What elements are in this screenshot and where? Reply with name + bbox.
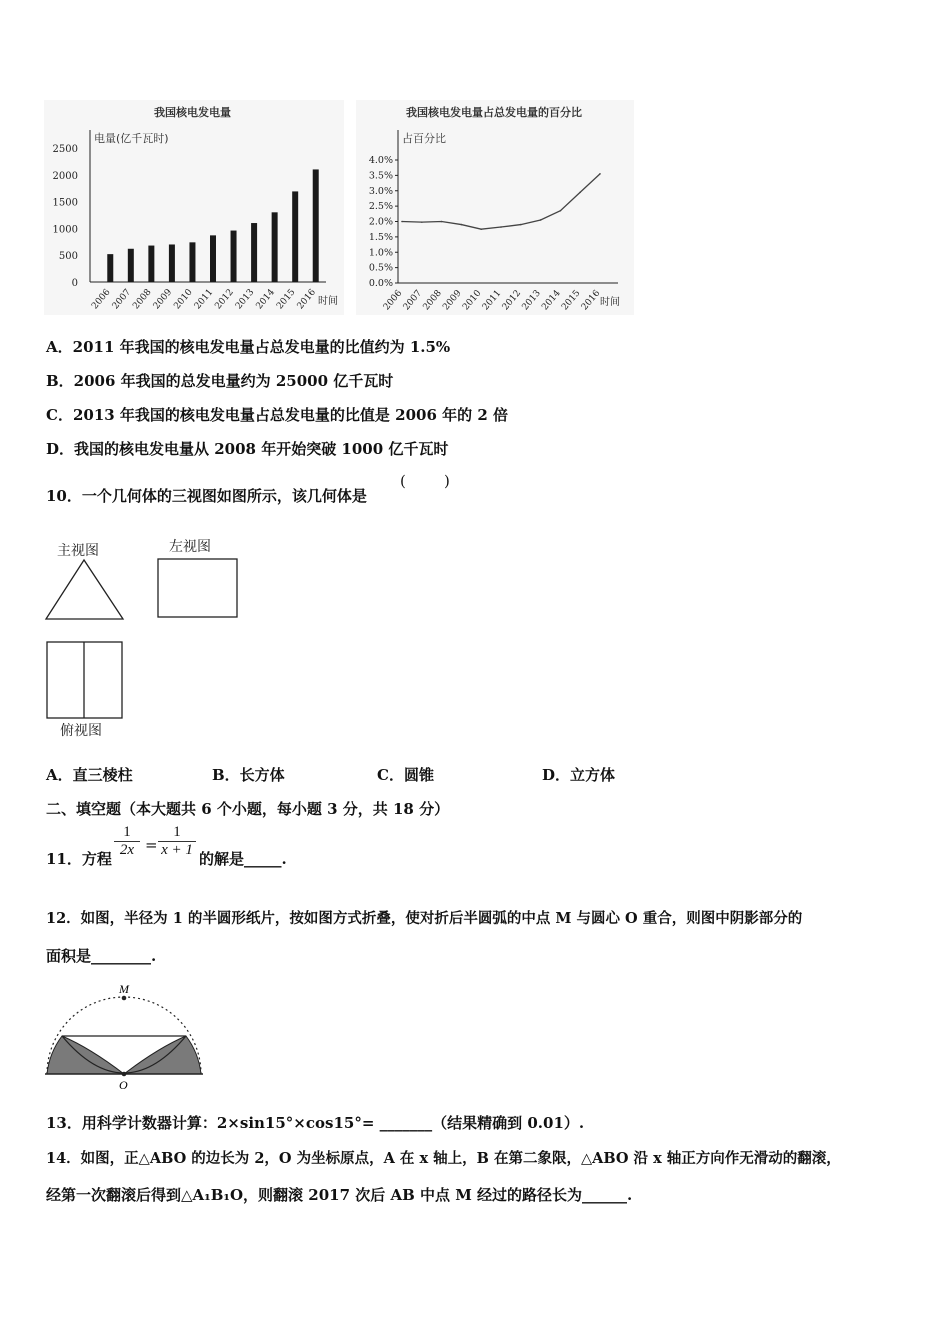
q9-option-c: C．2013 年我国的核电发电量占总发电量的比值是 2006 年的 2 倍	[46, 406, 508, 424]
q12-semicircle-figure	[40, 980, 210, 1092]
bar-chart	[44, 100, 344, 315]
line-point-2015	[579, 191, 581, 193]
line-point-2011	[500, 226, 502, 228]
bar-chart-xtick-label: 2009	[151, 287, 175, 312]
q14-line2: 经第一次翻滚后得到△A₁B₁O，则翻滚 2017 次后 AB 中点 M 经过的路径长为______.	[46, 1186, 633, 1204]
top-view-label: 俯视图	[60, 723, 102, 739]
line-chart-xtick-label: 2008	[421, 288, 444, 313]
line-chart-series	[402, 174, 600, 229]
bar-chart-ytick-label: 2000	[52, 170, 78, 182]
line-chart-xtick-label: 2016	[579, 288, 603, 313]
line-chart-ytick-label: 1.5%	[368, 231, 393, 243]
bar-chart-xtick-label: 2015	[275, 287, 298, 312]
bar-2011	[210, 235, 216, 282]
line-chart-ylabel: 占百分比	[402, 132, 446, 145]
q11-fraction-2	[158, 824, 196, 859]
bar-chart-xtick-label: 2013	[234, 287, 257, 312]
line-chart-xtick-label: 2011	[480, 288, 504, 313]
bar-chart-xtick-label: 2007	[110, 287, 134, 312]
q11-frac2-num: 1	[158, 824, 196, 842]
bar-2007	[128, 249, 134, 282]
line-chart-xtick-label: 2014	[540, 288, 563, 313]
bar-chart-ytick-label: 0	[71, 278, 78, 289]
line-chart-ytick-label: 0.5%	[368, 262, 393, 274]
q10-text: 10．一个几何体的三视图如图所示，该几何体是	[46, 487, 367, 505]
line-chart-ytick-label: 3.0%	[368, 185, 393, 197]
left-view-rectangle	[156, 557, 240, 621]
bar-2010	[189, 242, 195, 282]
bar-chart-ytick-label: 1000	[52, 224, 78, 236]
bar-chart-ylabel: 电量(亿千瓦时)	[94, 132, 169, 145]
front-view-label: 主视图	[57, 543, 99, 559]
point-m	[122, 996, 127, 1001]
line-point-2009	[461, 224, 463, 226]
left-view-label: 左视图	[169, 539, 211, 555]
q13-text: 13．用科学计数器计算：2×sin15°×cos15°= _______（结果精确到 0.01）.	[46, 1114, 585, 1132]
line-chart-xtick-label: 2012	[500, 288, 524, 313]
q10-option-c: C．圆锥	[377, 766, 434, 784]
q11-prefix: 11．方程	[46, 850, 112, 868]
q12-line2: 面积是________.	[46, 947, 157, 965]
bar-chart-xtick-label: 2008	[131, 287, 154, 312]
point-o	[122, 1072, 127, 1077]
bar-2006	[107, 254, 113, 282]
q11-frac1-den: 2x	[119, 842, 135, 858]
bar-2014	[272, 212, 278, 282]
q11-frac2-den: x + 1	[161, 842, 193, 858]
q11-equals: =	[145, 836, 158, 854]
q11-frac1-num: 1	[114, 824, 140, 842]
q11-suffix: 的解是_____.	[199, 850, 287, 868]
line-chart	[356, 100, 634, 315]
bar-chart-panel	[44, 100, 344, 315]
q14-line1: 14．如图，正△ABO 的边长为 2，O 为坐标原点，A 在 x 轴上，B 在第二象限，△ABO 沿 x 轴正方向作无滑动的翻滚，	[46, 1150, 841, 1167]
line-point-2007	[421, 221, 423, 223]
q9-option-d: D．我国的核电发电量从 2008 年开始突破 1000 亿千瓦时	[46, 440, 449, 458]
line-point-2016	[599, 173, 601, 175]
q10-bracket: ( )	[400, 472, 450, 490]
line-chart-xtick-label: 2010	[461, 288, 484, 313]
q9-option-a: A．2011 年我国的核电发电量占总发电量的比值约为 1.5%	[46, 338, 451, 356]
q10-option-b: B．长方体	[212, 766, 285, 784]
bar-2012	[231, 231, 237, 282]
bar-2013	[251, 223, 257, 282]
bar-2015	[292, 191, 298, 282]
line-chart-ytick-label: 2.0%	[368, 216, 393, 228]
line-chart-xtick-label: 2006	[381, 288, 405, 313]
line-chart-ytick-label: 0.0%	[368, 278, 393, 289]
bar-chart-ytick-label: 500	[58, 251, 78, 263]
section2-heading: 二、填空题（本大题共 6 个小题，每小题 3 分，共 18 分）	[46, 800, 450, 818]
bar-2008	[148, 246, 154, 282]
bar-chart-xtick-label: 2006	[90, 287, 113, 312]
line-point-2014	[560, 210, 562, 212]
q12-line1: 12．如图，半径为 1 的半圆形纸片，按如图方式折叠，使对折后半圆弧的中点 M 与圆心 O 重合，则图中阴影部分的	[46, 910, 803, 927]
q10-option-d: D．立方体	[542, 766, 616, 784]
bar-chart-xtick-label: 2014	[254, 287, 277, 312]
q11-fraction-1	[114, 824, 140, 859]
line-chart-ytick-label: 2.5%	[368, 201, 393, 213]
bar-chart-title: 我国核电发电量	[154, 106, 231, 119]
top-view-rectangle	[45, 640, 125, 720]
line-chart-panel	[356, 100, 634, 315]
bar-2009	[169, 244, 175, 282]
line-point-2010	[480, 228, 482, 230]
line-chart-ytick-label: 1.0%	[368, 247, 393, 259]
line-chart-ytick-label: 4.0%	[368, 155, 393, 166]
line-chart-xtick-label: 2007	[401, 288, 425, 313]
line-chart-xtick-label: 2013	[520, 288, 543, 313]
q9-option-b: B．2006 年我国的总发电量约为 25000 亿千瓦时	[46, 372, 394, 390]
bar-chart-ytick-label: 2500	[52, 144, 78, 155]
bar-chart-xlabel: 时间	[318, 296, 338, 307]
front-view-triangle	[44, 556, 126, 622]
bar-chart-xtick-label: 2010	[172, 287, 195, 312]
bar-chart-xtick-label: 2016	[295, 287, 319, 312]
bar-2016	[313, 169, 319, 282]
line-chart-title: 我国核电发电量占总发电量的百分比	[406, 106, 582, 119]
line-point-2008	[441, 221, 443, 223]
bar-chart-xtick-label: 2012	[213, 287, 236, 312]
line-point-2012	[520, 224, 522, 226]
line-point-2006	[401, 221, 403, 223]
label-o: O	[119, 1078, 128, 1092]
bar-chart-xtick-label: 2011	[192, 287, 216, 312]
bar-chart-ytick-label: 1500	[52, 197, 78, 209]
line-point-2013	[540, 219, 542, 221]
line-chart-xtick-label: 2015	[560, 288, 583, 313]
line-chart-ytick-label: 3.5%	[368, 170, 393, 182]
q10-option-a: A．直三棱柱	[46, 766, 133, 784]
q10-question	[46, 485, 367, 506]
label-m: M	[119, 982, 129, 996]
line-chart-xlabel: 时间	[600, 297, 620, 308]
line-chart-xtick-label: 2009	[441, 288, 464, 313]
